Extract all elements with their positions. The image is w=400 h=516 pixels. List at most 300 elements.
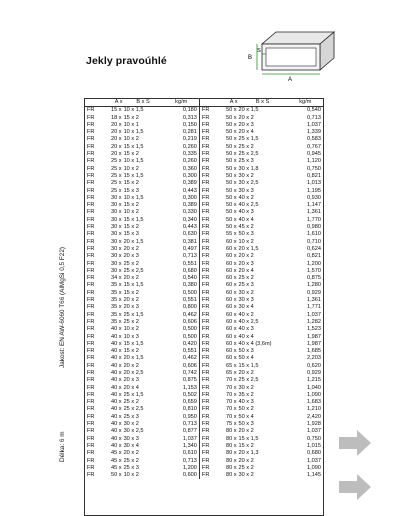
row-dims-bxs: 40 x 4: [238, 216, 254, 223]
row-width-a: 40 x: [110, 442, 122, 449]
row-type: FR: [87, 260, 95, 267]
table-row: [85, 458, 323, 465]
row-weight: 1,987: [307, 340, 321, 347]
table-row: [85, 319, 323, 326]
table-row: [85, 370, 323, 377]
row-dims-bxs: 50 x 4: [238, 413, 254, 420]
row-type: FR: [87, 326, 95, 333]
table-row: [85, 129, 323, 136]
row-dims-bxs: 30 x 2,5: [123, 428, 144, 435]
row-weight: 0,300: [164, 173, 200, 180]
table-row: [85, 217, 323, 224]
row-width-a: 80 x: [225, 450, 237, 457]
row-width-a: 60 x: [225, 253, 237, 260]
row-width-a: 60 x: [225, 311, 237, 318]
row-weight: 1,280: [307, 282, 321, 289]
row-type: FR: [201, 231, 210, 238]
row-type: FR: [201, 224, 210, 231]
row-type: FR: [201, 282, 210, 289]
row-width-a: 50 x: [225, 136, 237, 143]
row-dims-bxs: 10 x 2: [123, 165, 139, 172]
row-weight: 1,040: [307, 384, 321, 391]
row-width-a: 60 x: [225, 238, 237, 245]
row-type: FR: [87, 136, 95, 143]
row-width-a: 30 x: [110, 253, 122, 260]
row-dims-bxs: 50 x 3: [238, 348, 254, 355]
row-type: FR: [87, 209, 95, 216]
row-weight: 0,800: [164, 304, 200, 311]
row-weight: 1,013: [307, 180, 321, 187]
row-weight: 0,300: [164, 195, 200, 202]
row-dims-bxs: 10 x 1,5: [123, 129, 144, 136]
row-type: FR: [87, 180, 95, 187]
row-weight: 0,500: [164, 334, 200, 341]
diagram-label-b: B: [247, 55, 253, 61]
row-width-a: 60 x: [225, 355, 237, 362]
row-dims-bxs: 25 x 3: [238, 282, 254, 289]
row-width-a: 45 x: [110, 450, 122, 457]
row-type: FR: [201, 209, 210, 216]
row-type: FR: [201, 165, 210, 172]
row-type: FR: [87, 435, 95, 442]
table-row: [85, 282, 323, 289]
row-weight: 0,389: [164, 202, 200, 209]
row-type: FR: [201, 333, 210, 340]
row-width-a: 35 x: [110, 304, 122, 311]
row-type: FR: [87, 442, 95, 449]
row-weight: 0,219: [164, 136, 200, 143]
row-type: FR: [201, 464, 210, 471]
table-row: [85, 341, 323, 348]
row-dims-bxs: 25 x 3: [238, 158, 254, 165]
row-type: FR: [87, 421, 95, 428]
row-dims-bxs: 20 x 3: [238, 121, 254, 128]
length-note: Délka: 6 m: [59, 431, 66, 462]
row-dims-bxs: 20 x 3: [123, 304, 139, 311]
row-type: FR: [87, 340, 95, 347]
table-row: [85, 312, 323, 319]
row-type: FR: [201, 391, 210, 398]
table-row: [85, 202, 323, 209]
row-weight: 0,551: [164, 261, 200, 268]
row-weight: 0,551: [164, 297, 200, 304]
table-row: [85, 414, 323, 421]
row-width-a: 50 x: [225, 202, 237, 209]
row-dims-bxs: 30 x 2: [238, 172, 254, 179]
row-dims-bxs: 20 x 4: [123, 384, 139, 391]
table-row: [85, 377, 323, 384]
table-row: [85, 290, 323, 297]
table-row: [85, 136, 323, 143]
row-width-a: 40 x: [110, 355, 122, 362]
table-row: [85, 239, 323, 246]
row-width-a: 45 x: [110, 457, 122, 464]
table-row: [85, 122, 323, 129]
row-type: FR: [201, 435, 210, 442]
row-dims-bxs: 10 x 1: [123, 121, 139, 128]
row-dims-bxs: 50 x 4: [238, 355, 254, 362]
row-width-a: 30 x: [110, 238, 122, 245]
table-row: [85, 224, 323, 231]
row-weight: 1,685: [307, 348, 321, 355]
row-dims-bxs: 25 x 2,5: [238, 151, 259, 158]
row-dims-bxs: 10 x 2: [123, 209, 139, 216]
row-type: FR: [87, 362, 95, 369]
row-type: FR: [201, 129, 210, 136]
row-width-a: 80 x: [225, 472, 237, 479]
row-dims-bxs: 20 x 2,5: [123, 369, 144, 376]
row-dims-bxs: 10 x 2: [123, 326, 139, 333]
row-weight: 1,090: [307, 391, 321, 398]
row-dims-bxs: 25 x 2,5: [123, 267, 144, 274]
row-weight: 1,340: [164, 443, 200, 450]
row-weight: 0,540: [307, 107, 321, 114]
row-dims-bxs: 40 x 2,5: [238, 202, 259, 209]
row-type: FR: [201, 158, 210, 165]
row-weight: 1,523: [307, 326, 321, 333]
row-type: FR: [201, 362, 210, 369]
row-dims-bxs: 20 x 1,5: [238, 107, 259, 114]
table-row: [85, 465, 323, 472]
row-weight: 0,624: [307, 245, 321, 252]
row-weight: 1,200: [307, 260, 321, 267]
row-weight: 0,713: [307, 114, 321, 121]
row-weight: 0,713: [164, 421, 200, 428]
diagram-label-s: S: [257, 48, 261, 54]
row-type: FR: [201, 326, 210, 333]
row-width-a: 30 x: [110, 216, 122, 223]
table-row: [85, 472, 323, 479]
row-dims-bxs: 20 x 2: [123, 245, 139, 252]
row-dims-bxs: 15 x 1,5: [238, 362, 259, 369]
row-weight: 1,361: [307, 209, 321, 216]
row-width-a: 60 x: [225, 267, 237, 274]
table-row: [85, 406, 323, 413]
row-weight: 0,980: [307, 224, 321, 231]
row-weight: 0,313: [164, 115, 200, 122]
row-type: FR: [201, 428, 210, 435]
table-row: [85, 450, 323, 457]
row-dims-bxs: 40 x 2: [238, 311, 254, 318]
row-type: FR: [87, 472, 95, 479]
row-dims-bxs: 30 x 2,5: [238, 180, 259, 187]
row-type: FR: [201, 311, 210, 318]
row-dims-bxs: 15 x 2: [123, 224, 139, 231]
table-row: [85, 363, 323, 370]
row-type: FR: [87, 165, 95, 172]
row-width-a: 25 x: [110, 180, 122, 187]
row-type: FR: [201, 304, 210, 311]
row-type: FR: [201, 384, 210, 391]
table-row: [85, 428, 323, 435]
row-type: FR: [87, 391, 95, 398]
row-dims-bxs: 15 x 2: [123, 289, 139, 296]
row-width-a: 40 x: [110, 384, 122, 391]
row-type: FR: [201, 245, 210, 252]
row-width-a: 40 x: [110, 428, 122, 435]
table-row: [85, 231, 323, 238]
row-dims-bxs: 20 x 2: [238, 369, 254, 376]
row-dims-bxs: 20 x 1,3: [238, 450, 259, 457]
row-type: FR: [87, 238, 95, 245]
row-type: FR: [87, 121, 95, 128]
row-width-a: 18 x: [110, 114, 122, 121]
row-dims-bxs: 20 x 3: [238, 260, 254, 267]
row-weight: 0,443: [164, 224, 200, 231]
row-weight: 0,443: [164, 188, 200, 195]
row-dims-bxs: 10 x 1,5: [123, 158, 144, 165]
row-type: FR: [87, 114, 95, 121]
row-type: FR: [201, 289, 210, 296]
row-weight: 1,361: [307, 297, 321, 304]
row-type: FR: [201, 413, 210, 420]
row-width-a: 60 x: [225, 245, 237, 252]
row-width-a: 35 x: [110, 289, 122, 296]
row-width-a: 25 x: [110, 165, 122, 172]
row-type: FR: [87, 253, 95, 260]
page-title: Jekly pravoúhlé: [86, 55, 167, 67]
row-dims-bxs: 25 x 2: [123, 260, 139, 267]
row-width-a: 20 x: [110, 129, 122, 136]
row-width-a: 20 x: [110, 143, 122, 150]
row-weight: 2,203: [307, 355, 321, 362]
row-width-a: 35 x: [110, 311, 122, 318]
row-width-a: 60 x: [225, 260, 237, 267]
row-width-a: 60 x: [225, 340, 237, 347]
row-width-a: 50 x: [225, 129, 237, 136]
row-dims-bxs: 25 x 2: [238, 143, 254, 150]
row-dims-bxs: 15 x 1,5: [123, 282, 144, 289]
row-type: FR: [87, 406, 95, 413]
row-type: FR: [87, 304, 95, 311]
row-type: FR: [87, 428, 95, 435]
row-width-a: 60 x: [225, 282, 237, 289]
row-dims-bxs: 15 x 2: [123, 180, 139, 187]
row-dims-bxs: 15 x 1,5: [238, 435, 259, 442]
row-type: FR: [87, 333, 95, 340]
header-kg: kg/m: [288, 99, 323, 107]
row-dims-bxs: 10 x 2: [238, 238, 254, 245]
row-type: FR: [87, 413, 95, 420]
next-arrow-icon: [337, 428, 373, 458]
table-row: [85, 326, 323, 333]
row-weight: 0,340: [164, 217, 200, 224]
row-width-a: 40 x: [110, 391, 122, 398]
row-weight: 0,606: [164, 363, 200, 370]
row-dims-bxs: 30 x 4: [123, 442, 139, 449]
row-weight: 0,875: [164, 377, 200, 384]
row-dims-bxs: 15 x 2: [123, 348, 139, 355]
row-width-a: 80 x: [225, 464, 237, 471]
row-width-a: 50 x: [225, 107, 237, 114]
row-dims-bxs: 40 x 2: [238, 194, 254, 201]
row-type: FR: [201, 297, 210, 304]
row-width-a: 50 x: [225, 151, 237, 158]
row-width-a: 30 x: [110, 231, 122, 238]
header-bxs: B x S: [238, 99, 288, 107]
row-weight: 0,600: [164, 472, 200, 479]
row-width-a: 35 x: [110, 297, 122, 304]
row-width-a: 30 x: [110, 224, 122, 231]
row-type: FR: [201, 267, 210, 274]
row-width-a: 45 x: [110, 464, 122, 471]
row-type: FR: [87, 172, 95, 179]
row-weight: 1,610: [307, 231, 321, 238]
row-width-a: 60 x: [225, 318, 237, 325]
row-width-a: 80 x: [225, 435, 237, 442]
row-weight: 1,037: [164, 436, 200, 443]
row-type: FR: [87, 355, 95, 362]
row-type: FR: [201, 136, 210, 143]
row-type: FR: [201, 472, 210, 479]
row-width-a: 30 x: [110, 260, 122, 267]
row-weight: 1,210: [307, 406, 321, 413]
row-dims-bxs: 25 x 1,5: [123, 311, 144, 318]
row-width-a: 40 x: [110, 333, 122, 340]
row-width-a: 40 x: [110, 435, 122, 442]
row-weight: 0,381: [164, 239, 200, 246]
row-weight: 1,037: [307, 457, 321, 464]
row-dims-bxs: 25 x 2,5: [238, 377, 259, 384]
row-dims-bxs: 10 x 1,5: [123, 107, 144, 114]
row-type: FR: [201, 253, 210, 260]
table-row: [85, 115, 323, 122]
row-width-a: 65 x: [225, 369, 237, 376]
row-weight: 0,281: [164, 129, 200, 136]
row-type: FR: [87, 267, 95, 274]
row-width-a: 75 x: [225, 421, 237, 428]
row-width-a: 40 x: [110, 326, 122, 333]
row-type: FR: [201, 421, 210, 428]
row-dims-bxs: 25 x 2: [123, 457, 139, 464]
row-dims-bxs: 10 x 1,5: [123, 194, 144, 201]
row-width-a: 35 x: [110, 282, 122, 289]
row-dims-bxs: 30 x 4: [238, 304, 254, 311]
row-width-a: 60 x: [225, 289, 237, 296]
row-dims-bxs: 40 x 4: [238, 333, 254, 340]
row-type: FR: [201, 187, 210, 194]
row-weight: 1,145: [307, 472, 321, 479]
header-ax: A x: [216, 99, 238, 107]
row-weight: 1,987: [307, 333, 321, 340]
row-width-a: 40 x: [110, 348, 122, 355]
row-weight: 0,500: [164, 290, 200, 297]
row-type: FR: [87, 231, 95, 238]
row-type: FR: [87, 377, 95, 384]
row-weight: 1,037: [307, 311, 321, 318]
rectangular-tube-diagram: [240, 14, 340, 84]
row-type: FR: [201, 340, 210, 347]
row-weight: 1,015: [307, 442, 321, 449]
row-dims-bxs: 15 x 2: [123, 202, 139, 209]
row-type: FR: [87, 384, 95, 391]
table-row: [85, 443, 323, 450]
row-dims-bxs: 50 x 3: [238, 421, 254, 428]
row-width-a: 30 x: [110, 245, 122, 252]
row-width-a: 70 x: [225, 377, 237, 384]
row-weight: 1,195: [307, 187, 321, 194]
row-width-a: 60 x: [225, 326, 237, 333]
row-type: FR: [87, 282, 95, 289]
row-width-a: 50 x: [225, 180, 237, 187]
row-type: FR: [87, 107, 95, 114]
table-row: [85, 188, 323, 195]
row-dims-bxs: 30 x 1,8: [238, 165, 259, 172]
row-dims-bxs: 10 x 2: [123, 472, 139, 479]
row-type: FR: [87, 187, 95, 194]
row-width-a: 35 x: [110, 318, 122, 325]
row-type: FR: [87, 129, 95, 136]
row-weight: 0,713: [164, 253, 200, 260]
row-weight: 0,930: [307, 194, 321, 201]
table-row: [85, 166, 323, 173]
quality-note: Jakost: EN AW-6060 T66 (AlMgSi 0,5 F22): [59, 247, 66, 368]
table-row: [85, 334, 323, 341]
row-width-a: 80 x: [225, 457, 237, 464]
row-weight: 1,771: [307, 304, 321, 311]
row-width-a: 30 x: [110, 267, 122, 274]
row-dims-bxs: 25 x 2: [123, 399, 139, 406]
row-dims-bxs: 30 x 3: [123, 435, 139, 442]
row-weight: 1,090: [307, 464, 321, 471]
row-weight: 0,945: [307, 151, 321, 158]
row-weight: 0,420: [164, 341, 200, 348]
row-dims-bxs: 15 x 1,5: [123, 143, 144, 150]
row-type: FR: [201, 318, 210, 325]
row-dims-bxs: 30 x 2: [123, 421, 139, 428]
row-dims-bxs: 25 x 3: [123, 413, 139, 420]
row-dims-bxs: 20 x 1,5: [123, 238, 144, 245]
row-width-a: 50 x: [225, 194, 237, 201]
row-width-a: 60 x: [225, 297, 237, 304]
row-type: FR: [201, 216, 210, 223]
row-weight: 1,339: [307, 129, 321, 136]
row-weight: 0,583: [307, 136, 321, 143]
row-dims-bxs: 15 x 1,5: [123, 216, 144, 223]
row-weight: 0,260: [164, 144, 200, 151]
row-weight: 1,770: [307, 216, 321, 223]
row-width-a: 40 x: [110, 399, 122, 406]
row-weight: 1,683: [307, 399, 321, 406]
row-type: FR: [87, 202, 95, 209]
row-type: FR: [87, 275, 95, 282]
row-type: FR: [87, 348, 95, 355]
row-type: FR: [201, 202, 210, 209]
row-dims-bxs: 20 x 2: [238, 457, 254, 464]
table-row: [85, 268, 323, 275]
table-row: [85, 421, 323, 428]
row-type: FR: [87, 464, 95, 471]
table-row: [85, 144, 323, 151]
row-dims-bxs: 25 x 2: [123, 318, 139, 325]
row-dims-bxs: 25 x 1,5: [123, 391, 144, 398]
row-width-a: 50 x: [110, 472, 122, 479]
row-dims-bxs: 30 x 3: [238, 297, 254, 304]
row-dims-bxs: 15 x 2: [123, 114, 139, 121]
row-weight: 1,282: [307, 318, 321, 325]
row-dims-bxs: 40 x 3: [238, 326, 254, 333]
header-ax: A x: [101, 99, 123, 107]
row-dims-bxs: 10 x 3: [123, 333, 139, 340]
row-type: FR: [87, 311, 95, 318]
row-weight: 2,420: [307, 413, 321, 420]
table-row: [85, 253, 323, 260]
row-dims-bxs: 25 x 2: [238, 275, 254, 282]
row-dims-bxs: 15 x 1,5: [123, 172, 144, 179]
row-type: FR: [87, 143, 95, 150]
profile-table: [84, 98, 324, 516]
row-weight: 0,929: [307, 369, 321, 376]
